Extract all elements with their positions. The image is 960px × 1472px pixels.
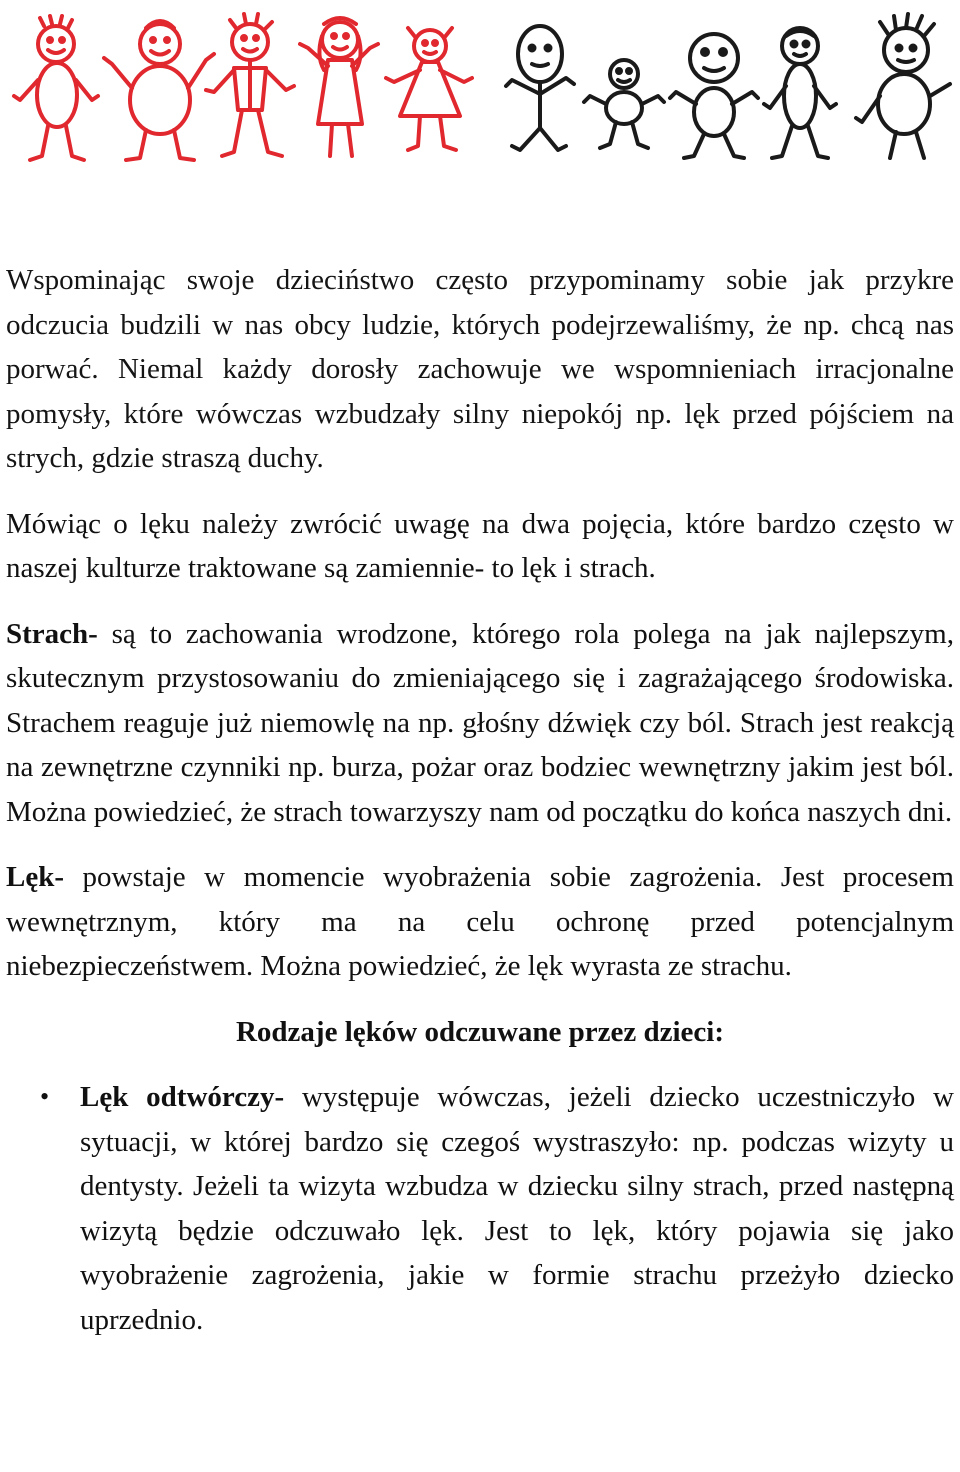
strach-definition	[6, 612, 954, 835]
strach-term: Strach-	[6, 617, 98, 650]
type-term: Lęk odtwórczy-	[80, 1081, 285, 1113]
children-drawing-banner	[0, 0, 960, 170]
intro-paragraph-2: Mówiąc o lęku należy zwrócić uwagę na dwa pojęcia, które bardzo często w naszej kulturze traktowane są zamiennie- to lęk i strach.	[6, 507, 954, 584]
strach-text: są to zachowania wrodzone, którego rola polega na jak najlepszym, skutecznym przystosowaniu do zmieniającego się i zagrażającego środowiska. Strachem reaguje już niemowlę na np. głośny dźwięk czy ból. Strach jest reakcją na zewnętrzne czynniki np. burza, pożar oraz bodziec wewnętrzny jakim jest ból. Można powiedzieć, że strach towarzyszy nam od początku do końca naszych dni.	[6, 617, 954, 828]
list-item	[6, 1075, 954, 1342]
lek-term: Lęk-	[6, 861, 64, 893]
stick-figure-red-5	[386, 28, 472, 150]
stick-figure-black-2	[584, 60, 664, 148]
bullet-icon: •	[40, 1082, 50, 1111]
stick-figure-black-1	[506, 26, 574, 150]
stick-figure-red-3	[206, 14, 294, 156]
lek-definition	[6, 855, 954, 989]
stick-figure-black-5	[856, 14, 934, 158]
type-text: występuje wówczas, jeżeli dziecko uczestniczyło w sytuacji, w której bardzo się czegoś wystraszyło: np. podczas wizyty u dentysty. Jeżeli ta wizyta wzbudza w dziecku silny strach, przed następną wizytą będzie odczuwało lęk. Jest to lęk, który pojawia się jako wyobrażenie zagrożenia, jakie w formie strachu przeżyło dziecko uprzednio.	[80, 1081, 954, 1336]
stick-figure-red-2	[104, 21, 214, 160]
section-heading: Rodzaje lęków odczuwane przez dzieci:	[235, 1015, 725, 1048]
anxiety-types-list	[6, 1075, 954, 1342]
lek-text: powstaje w momencie wyobrażenia sobie zagrożenia. Jest procesem wewnętrznym, który ma na celu ochronę przed potencjalnym niebezpieczeństwem. Można powiedzieć, że lęk wyrasta ze strachu.	[6, 861, 954, 982]
intro-paragraph-1: Wspominając swoje dzieciństwo często przypominamy sobie jak przykre odczucia budzili w nas obcy ludzie, których podejrzewaliśmy, że np. chcą nas porwać. Niemal każdy dorosły zachowuje we wspomnieniach irracjonalne pomysły, które wówczas wzbudzały silny niepokój np. lęk przed pójściem na strych, gdzie straszą duchy.	[6, 264, 954, 474]
article-body	[6, 258, 954, 1342]
stick-figure-red-1	[14, 16, 98, 160]
stick-figure-red-4	[300, 18, 378, 156]
stick-figure-black-3	[670, 34, 758, 158]
stick-figure-black-6	[930, 84, 950, 96]
stick-figure-black-4	[764, 28, 836, 158]
